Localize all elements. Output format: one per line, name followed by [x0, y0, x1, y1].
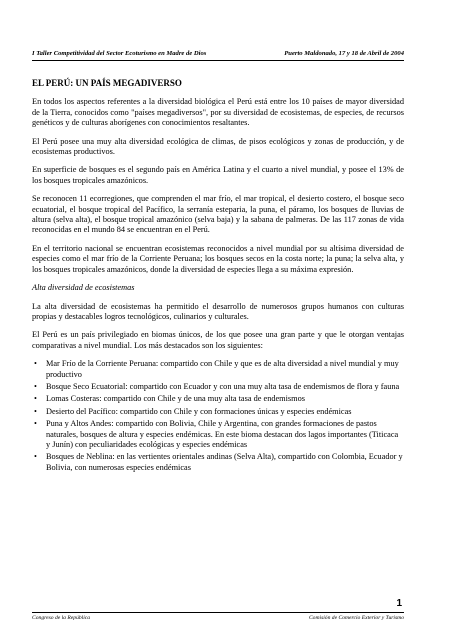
paragraph: Se reconocen 11 ecorregiones, que comprenden el mar frío, el mar tropical, el desierto costero, el bosque seco ecuatorial, el bosque tropical del Pacífico, la serranía esteparia, la puna, el páramo, los bosques de lluvias de altura (selva alta), el bosque tropical amazónico (selva baja) y la sabana de palmeras. De las 117 zonas de vida reconocidas en el mundo 84 se encuentran en el Perú.: [32, 194, 404, 235]
biome-list: [32, 359, 404, 473]
list-item-text: Desierto del Pacífico: compartido con Chile y con formaciones únicas y especies endémicas: [46, 406, 352, 416]
document-body: [32, 78, 404, 475]
page-footer: [32, 615, 404, 621]
footer-commission: Comisión de Comercio Exterior y Turismo: [308, 615, 404, 621]
paragraph: En el territorio nacional se encuentran ecosistemas reconocidos a nivel mundial por su altísima diversidad de especies como el mar frío de la Corriente Peruana; los bosques secos en la costa norte; la puna; la selva alta, y los bosques tropicales amazónicos, donde la diversidad de especies llega a su máxima expresión.: [32, 243, 404, 274]
list-item: [32, 394, 404, 404]
bullet-icon: •: [34, 419, 37, 429]
bullet-icon: •: [34, 381, 37, 391]
paragraph: El Perú posee una muy alta diversidad ecológica de climas, de pisos ecológicos y zonas de producción, y de ecosistemas productivos.: [32, 136, 404, 157]
list-item-text: Lomas Costeras: compartido con Chile y de una muy alta tasa de endemismos: [46, 394, 305, 404]
list-item: [32, 419, 404, 450]
list-item-text: Bosques de Neblina: en las vertientes orientales andinas (Selva Alta), compartido con Colombia, Ecuador y Bolivia, con numerosas especies endémicas: [46, 452, 403, 472]
footer-institution: Congreso de la República: [32, 615, 91, 621]
list-item-text: Puna y Altos Andes: compartido con Bolivia, Chile y Argentina, con grandes formaciones de pastos naturales, bosques de altura y especies endémicas. En este bioma destacan dos lagos importantes (Titicaca y Junín) con peculiaridades ecológicas y especies endémicas: [46, 419, 399, 449]
list-item: [32, 407, 404, 417]
paragraph: El Perú es un país privilegiado en biomas únicos, de los que posee una gran parte y que le otorgan ventajas comparativas a nivel mundial. Los más destacados son los siguientes:: [32, 330, 404, 350]
subheading: Alta diversidad de ecosistemas: [32, 283, 135, 293]
paragraph: La alta diversidad de ecosistemas ha permitido el desarrollo de numerosos grupos humanos con culturas propias y destacables logros tecnológicos, culinarios y culturales.: [32, 301, 404, 321]
list-item-text: Mar Frío de la Corriente Peruana: compartido con Chile y que es de alta diversidad a nivel mundial y muy productivo: [46, 359, 399, 379]
bullet-icon: •: [34, 406, 37, 416]
list-item: [32, 452, 404, 473]
paragraph: En todos los aspectos referentes a la diversidad biológica el Perú está entre los 10 países de mayor diversidad de la Tierra, conocidos como "países megadiversos", por su diversidad de ecosistemas, de especies, de recursos genéticos y de culturas aborígenes con conocimientos resaltantes.: [32, 97, 404, 128]
bullet-icon: •: [34, 359, 37, 369]
header-event-title: I Taller Competitividad del Sector Ecoturismo en Madre de Dios: [32, 50, 207, 57]
list-item: [32, 359, 404, 380]
section-title: EL PERÚ: UN PAÍS MEGADIVERSO: [32, 78, 182, 88]
bullet-icon: •: [34, 394, 37, 404]
header-rule: [32, 60, 404, 61]
header-place-date: Puerto Maldonado, 17 y 18 de Abril de 2004: [284, 50, 404, 57]
bullet-icon: •: [34, 452, 37, 462]
page-header: [32, 50, 404, 57]
paragraph: En superficie de bosques es el segundo país en América Latina y el cuarto a nivel mundial, y posee el 13% de los bosques tropicales amazónicos.: [32, 165, 404, 185]
list-item: [32, 382, 404, 392]
footer-rule: [32, 612, 404, 613]
list-item-text: Bosque Seco Ecuatorial: compartido con Ecuador y con una muy alta tasa de endemismos de flora y fauna: [46, 381, 400, 391]
page-number: 1: [396, 598, 402, 609]
